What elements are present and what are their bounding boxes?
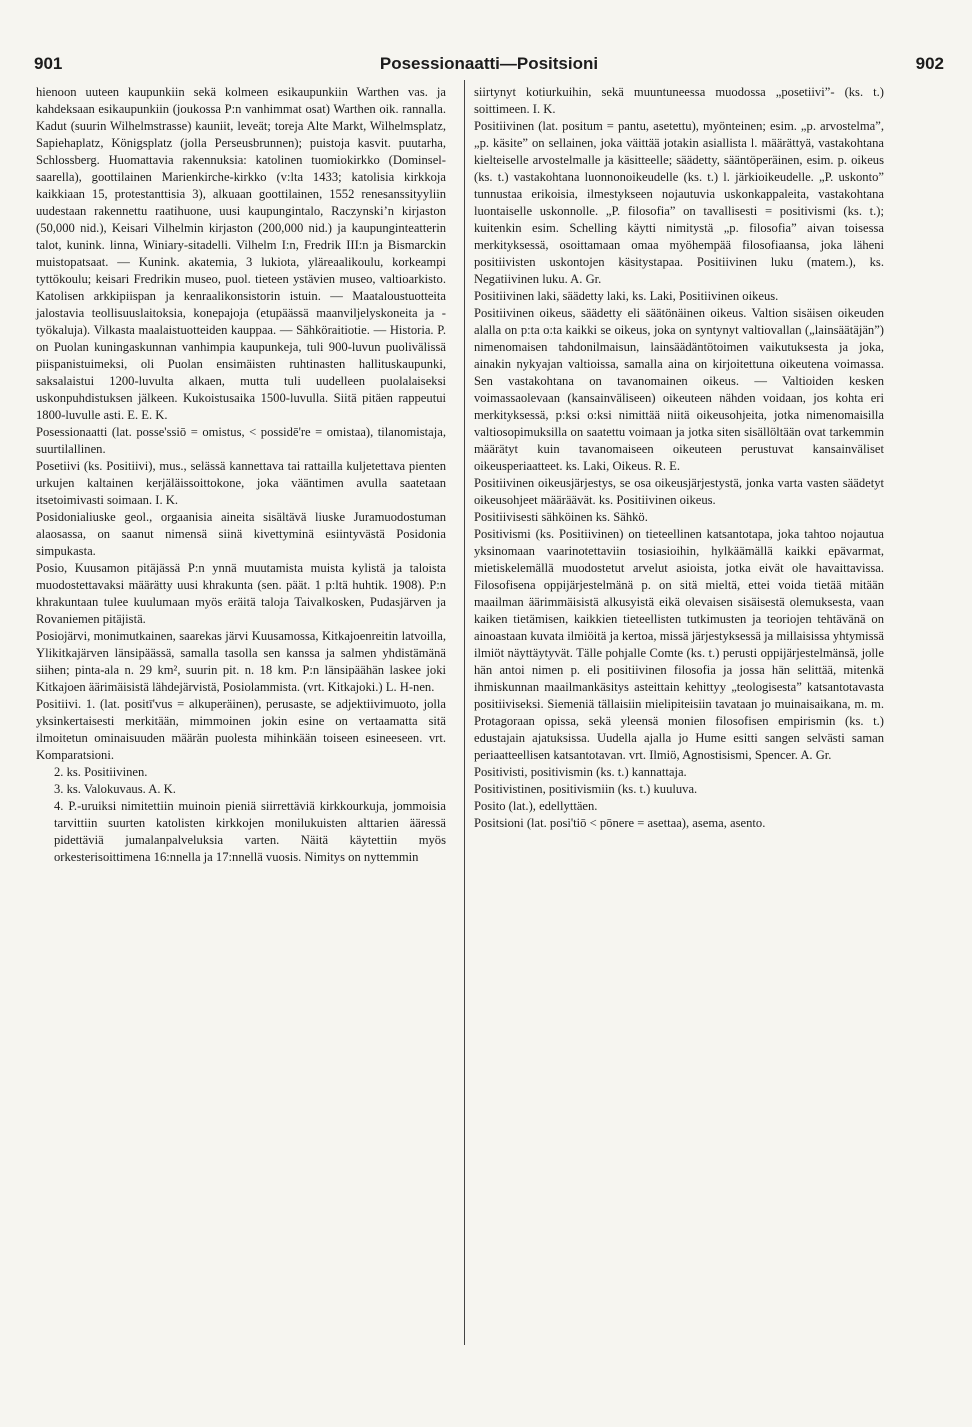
entry-positiivinen-oikeus: Positiivinen oikeus, säädetty eli säätönäinen oikeus. Valtion sisäisen oikeuden alalla on p:ta o:ta kaikki se oikeus, joka on syntynyt valtiovallan („lainsäätäjän”) nimenomaisen tahdonilmaisun, lainsäädäntötoimen vaikutuksesta ja joka, ainakin nykyajan valtioissa, samalla aina on kirjoitettuna oikeutena voimassa. Sen vastakohtana on tavanomainen oikeus. — Valtioiden kesken voimassaolevaan (kansainväliseen) oikeuteen nähden voidaan, jos kohta eri merkityksessä, p:ksi o:ksi nimittää niitä oikeusohjeita, jotka nimenomaisilla valtiosopimuksilla on saatettu voimaan ja jotka siten sisällöltään ovat tarkemmin määrätyt kuin tavanomaiseen oikeuteen perustuvat kansainväliset oikeusperiaatteet. ks. Laki, Oikeus. R. E. [474,306,884,473]
page-number-left: 901 [34,54,63,73]
left-column [36,84,446,866]
entry-posio: Posio, Kuusamon pitäjässä P:n ynnä muutamista muista kylistä ja taloista muodostettavaksi määrätty uusi khrakunta (sen. päät. 1 p:ltä huhtik. 1908). P:n khrakuntaan tulee kuulumaan myös eräitä taloja Taivalkosken, Pudasjärven ja Rovaniemen pitäjistä. [36,561,446,626]
entry-positiivisesti-sahkoinen: Positiivisesti sähköinen ks. Sähkö. [474,510,648,524]
entry-positiivinen-oikeusjarjestys: Positiivinen oikeusjärjestys, se osa oikeusjärjestystä, jonka varta vasten säädetyt oikeusohjeet määräävät. ks. Positiivinen oikeus. [474,476,884,507]
entry-positsioni: Positsioni (lat. posi'tiō < pōnere = asettaa), asema, asento. [474,816,766,830]
entry-positivisti: Positivisti, positivismin (ks. t.) kannattaja. [474,765,687,779]
entry-posiojarvi: Posiojärvi, monimutkainen, saarekas järvi Kuusamossa, Kitkajoenreitin latvoilla, Ylikitkajärven länsipäässä, samalla tasolla sen kanssa ja salmen yhdistämänä siihen; pinta-ala n. 29 km², suurin pit. n. 18 km. P:n länsipäähän laskee joki Kitkajoen äärimäisistä lähdejärvistä, Posiolammista. (vrt. Kitkajoki.) L. H-nen. [36,629,446,694]
entry-positiivi-4: 4. P.-uruiksi nimitettiin muinoin pieniä siirrettäviä kirkkourkuja, jommoisia tarvittiin suurten katolisten kirkkojen monilukuisten alttarien ääressä pidettäviä jumalanpalveluksia varten. Näitä käytettiin myös orkesterisoittimena 16:nnella ja 17:nnellä vuosis. Nimitys on nyttemmin [54,799,446,864]
entry-positivismi: Positivismi (ks. Positiivinen) on tieteellinen katsantotapa, joka tahtoo nojautua yksinomaan vaarinotettaviin tosiasioihin, hylkäämällä kaikki epävarmat, mietiskelemällä muodostetut arvelut asioista, jotka eivät ole havaittavissa. Filosofisena oppijärjestelmänä p. on sitä mieltä, ettei voida tietää mitään maailman äärimmäisistä alkusyistä eikä olevaisen sisäisestä olemuksesta, vaan kaiken tietämisen, kaikkien tieteellisten tutkimusten ja teoriojen tehtävänä on ainoastaan kuvata ilmiöitä ja kertoa, missä järjestyksessä ja millaisissa yhtymissä ilmiöt näyttäytyvät. Tälle pohjalle Comte (ks. t.) perusti oppijärjestelmänsä, jolle hän antoi nimen p. eli positiivinen filosofia ja jossa hän selittää, mitenkä ihmiskunnan maailmankäsitys asteittain kehittyy „teologisesta” katsantotavasta positiiviseksi. Siemeniä tällaisiin mielipiteisiin tavataan jo muinaisaikana, m. m. Protagoraan opissa, sekä yleensä monien filosofisen empirismin (ks. t.) edustajain ajatuksissa. Uudella ajalla jo Hume esitti sangen selvästi saman periaatteellisen katsantotavan. vrt. Ilmiö, Agnostisismi, Spencer. A. Gr. [474,527,884,762]
page-number-right: 902 [915,54,944,73]
right-column [474,84,884,832]
entry-positiivi: Positiivi. 1. (lat. positī'vus = alkuperäinen), perusaste, se adjektiivimuoto, jolla yksinkertaisesti merkitään, mimmoinen jokin esine on vertaamatta sitä ilmoitetun ominaisuuden määrän puolesta mihinkään toiseen esineeseen. vrt. Komparatsioni. [36,697,446,762]
column-divider [464,80,465,1345]
entry-posessionaatti: Posessionaatti (lat. posse'ssiō = omistus, < possidē're = omistaa), tilanomistaja, suurtilallinen. [36,425,446,456]
entry-positiivinen: Positiivinen (lat. positum = pantu, asetettu), myönteinen; esim. „p. arvostelma”, „p. käsite” on sellainen, joka väittää jotakin asiallista l. määrättyä, vastakohtana kielteiselle arvostelmalle ja käsitteelle; säädetty, sääntöperäinen, esim. p. oikeus (ks. t.) vastakohtana luonnonoikeudelle (ks. t.) l. järkioikeudelle. „P. uskonto” tunnustaa erikoisia, ilmestykseen nojautuvia uskonkappaleita, vastakohtana luontaiselle uskonnolle. „P. filosofia” on tavallisesti = positivismi (ks. t.); kuitenkin esim. Schelling käytti nimitystä „p. filosofia” aivan toisessa merkityksessä, osoittamaan omaa myöhempää filosofiaansa, joka läheni positiivisten uskontojen käsitystapaa. Positiivinen luku (matem.), ks. Negatiivinen luku. A. Gr. [474,119,884,286]
entry-positivistinen: Positivistinen, positivismiin (ks. t.) kuuluva. [474,782,698,796]
entry-paragraph: hienoon uuteen kaupunkiin sekä kolmeen esikaupunkiin Warthen vas. ja kahdeksaan esikaupunkiin (joukossa P:n vanhimmat osat) Warthen oik. rannalla. Kadut (suurin Wilhelmstrasse) kauniit, leveät; toreja Alte Markt, Wilhelmsplatz, Sapiehaplatz, Königsplatz (jolla Perseusbrunnen); puistoja kasvit. puutarha, Schlossberg. Huomattavia rakennuksia: katolinen tuomiokirkko (Dominsel-saarella), goottilainen Marienkirche-kirkko (v:lta 1433; katolisia kirkkoja kaikkiaan 15, protestanttisia 3), alkuaan goottilainen, 1552 renesanssityyliin uudestaan rakennettu raatihuone, uusi kaupungintalo, Raczynski’n kirjaston (50,000 nid.), Keisari Vilhelmin kirjaston (200,000 nid.) ja kaupunginteatterin talot, kunink. linna, Winiary-sitadelli. Vilhelm I:n, Fredrik III:n ja Bismarckin muistopatsaat. — Kunink. akatemia, 3 lukiota, yläreaalikoulu, korkeampi tyttökoulu; keisari Fredrikin museo, puol. tieteen ystävien museo, valtioarkisto. Katolisen arkkipiispan ja kenraalikonsistorin istuin. — Maataloustuotteita jalostavia teollisuuslaitoksia, konepajoja (etupäässä maanviljelyskoneita ja -työkaluja). Vilkasta maalaistuotteiden kauppaa. — Sähköraitiotie. — Historia. P. on Puolan kuningaskunnan vanhimpia kaupunkeja, tuli 900-luvun puolivälissä piispanistuimeksi, oli Puolan ensimäisten ruhtinasten hallituskaupunki, saksalaistui 1200-luvulta alkaen, mutta tuli uudelleen puolalaiseksi uskonpuhdistuksen jälkeen. Kukoistusaika 1500-luvulla. Siitä pitäen rappeutui 1800-luvulle asti. E. E. K. [36,85,446,422]
entry-continuation: siirtynyt kotiurkuihin, sekä muuntuneessa muodossa „posetiivi”- (ks. t.) soittimeen. I. K. [474,85,884,116]
entry-posidonialiuske: Posidonialiuske geol., orgaanisia aineita sisältävä liuske Juramuodostuman alaosassa, on saanut nimensä siinä kivettyminä esiintyvästä Posidonia simpukasta. [36,510,446,558]
entry-positiivi-3: 3. ks. Valokuvaus. A. K. [54,782,176,796]
entry-positiivinen-laki: Positiivinen laki, säädetty laki, ks. Laki, Positiivinen oikeus. [474,289,779,303]
entry-posetiivi: Posetiivi (ks. Positiivi), mus., selässä kannettava tai rattailla kuljetettava pienten urkujen kaltainen kerjäläissoittokone, joka vääntimen avulla saatetaan itsetoimivasti soimaan. I. K. [36,459,446,507]
running-title: Posessionaatti—Positsioni [379,54,599,73]
entry-posito: Posito (lat.), edellyttäen. [474,799,598,813]
entry-positiivi-2: 2. ks. Positiivinen. [54,765,148,779]
page-header [34,50,944,78]
